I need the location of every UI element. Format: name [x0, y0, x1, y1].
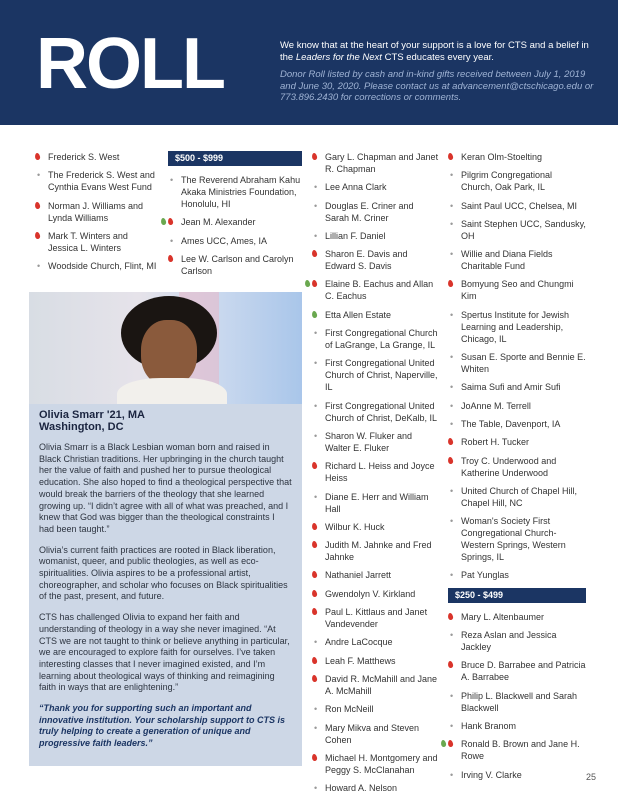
donor-name: Richard L. Heiss and Joyce Heiss: [325, 461, 435, 484]
red-drop-icon: [312, 590, 317, 602]
intro-pre: We know that at the heart of your support is a love for CTS and a belief in the: [280, 40, 589, 63]
donor-name: Gary L. Chapman and Janet R. Chapman: [325, 152, 439, 174]
donor-name: Elaine B. Eachus and Allan C. Eachus: [325, 279, 434, 302]
donor-name: Ames UCC, Ames, IA: [181, 235, 268, 246]
page-number: 25: [586, 772, 597, 782]
bullet-icon: •: [314, 704, 318, 715]
donor-entry: [312, 588, 440, 600]
donor-name: Mary L. Altenbaumer: [461, 611, 545, 622]
bullet-icon: •: [314, 783, 318, 794]
donor-column-3: [312, 151, 440, 800]
red-drop-icon: [312, 541, 317, 553]
donor-list: [448, 611, 586, 781]
gift-level-heading: $250 - $499: [448, 588, 586, 603]
donor-entry: [312, 782, 440, 794]
donor-name: Hank Branom: [461, 720, 517, 731]
donor-entry: [312, 636, 440, 648]
donor-name: The Table, Davenport, IA: [461, 418, 561, 429]
donor-entry: [448, 218, 586, 242]
donor-name: Andre LaCocque: [325, 637, 393, 648]
bullet-icon: •: [450, 352, 454, 363]
donor-name: Reza Aslan and Jessica Jackley: [461, 630, 557, 653]
bullet-icon: •: [314, 637, 318, 648]
donor-entry: [448, 485, 586, 509]
story-paragraph: Olivia’s current faith practices are rooted in Black liberation, womanist, queer, and public theologies, as well as eco-spiritualities. Olivia aspires to be a professional artist, choreographer, and scholar who focuses on Black spiritualities of the past, present, and future.: [39, 544, 288, 602]
header-banner: [0, 0, 618, 125]
donor-name: Ron McNeill: [325, 704, 374, 715]
page-title: ROLL: [36, 24, 224, 104]
donor-name: Sharon W. Fluker and Walter E. Fluker: [325, 430, 413, 453]
donor-list: [448, 151, 586, 581]
donor-entry: [168, 235, 302, 247]
donor-name: Saint Paul UCC, Chelsea, MI: [461, 200, 578, 211]
donor-name: Douglas E. Criner and Sarah M. Criner: [325, 200, 414, 223]
donor-entry: [448, 515, 586, 563]
bullet-icon: •: [450, 418, 454, 429]
donor-entry: [312, 673, 440, 697]
donor-entry: [312, 200, 440, 224]
donor-entry: [448, 659, 586, 683]
red-drop-icon: [312, 675, 317, 687]
intro-emphasis: Leaders for the Next: [295, 51, 382, 63]
donor-name: The Frederick S. West and Cynthia Evans West Fund: [48, 170, 155, 193]
student-name: Olivia Smarr '21, MA: [39, 409, 145, 421]
donor-entry: [312, 309, 440, 321]
donor-name: Woman's Society First Congregational Church-Western Springs, Western Springs, IL: [461, 516, 566, 563]
donor-entry: [448, 151, 586, 163]
donor-name: Saima Sufi and Amir Sufi: [461, 382, 561, 393]
donor-entry: [448, 400, 586, 412]
bullet-icon: •: [314, 358, 318, 369]
student-story-box: [29, 404, 302, 766]
donor-name: Bruce D. Barrabee and Patricia A. Barrabee: [461, 660, 586, 683]
red-drop-icon: [168, 255, 173, 267]
donor-name: Norman J. Williams and Lynda Williams: [48, 200, 144, 223]
donor-entry: [35, 260, 160, 272]
donor-entry: [312, 752, 440, 776]
donor-entry: [448, 455, 586, 479]
bullet-icon: •: [450, 720, 454, 731]
bullet-icon: •: [450, 200, 454, 211]
donor-column-2: [168, 151, 302, 283]
green-red-drop-icon: [441, 740, 453, 752]
donor-entry: [312, 430, 440, 454]
red-drop-icon: [448, 438, 453, 450]
donor-entry: [168, 174, 302, 210]
red-drop-icon: [312, 462, 317, 474]
donor-name: Mary Mikva and Steven Cohen: [325, 722, 420, 745]
donor-entry: [448, 569, 586, 581]
donor-name: Willie and Diana Fields Charitable Fund: [461, 249, 553, 272]
donor-roll-note: Donor Roll listed by cash and in-kind gifts received between July 1, 2019 and June 30, 2020. Please contact us at advancement@ctschicago.edu or 773.896.2430 for corrections or comments.: [280, 69, 594, 103]
red-drop-icon: [35, 153, 40, 165]
donor-name: Sharon E. Davis and Edward S. Davis: [325, 249, 408, 272]
donor-entry: [312, 181, 440, 193]
bullet-icon: •: [450, 570, 454, 581]
bullet-icon: •: [314, 430, 318, 441]
donor-name: David R. McMahill and Jane A. McMahill: [325, 673, 438, 696]
donor-column-1: [35, 151, 160, 278]
donor-entry: [35, 169, 160, 193]
bullet-icon: •: [314, 722, 318, 733]
red-drop-icon: [312, 523, 317, 535]
donor-name: First Congregational Church of LaGrange, La Grange, IL: [325, 328, 438, 351]
donor-name: Robert H. Tucker: [461, 437, 530, 448]
donor-entry: [35, 151, 160, 163]
donor-name: First Congregational United Church of Christ, DeKalb, IL: [325, 400, 438, 423]
donor-name: Troy C. Underwood and Katherine Underwood: [461, 455, 557, 478]
red-drop-icon: [448, 613, 453, 625]
donor-name: Paul L. Kittlaus and Janet Vandevender: [325, 607, 428, 630]
bullet-icon: •: [450, 309, 454, 320]
bullet-icon: •: [314, 182, 318, 193]
donor-entry: [312, 327, 440, 351]
donor-name: Philip L. Blackwell and Sarah Blackwell: [461, 690, 578, 713]
donor-entry: [35, 200, 160, 224]
red-drop-icon: [448, 457, 453, 469]
donor-name: Etta Allen Estate: [325, 309, 392, 320]
donor-name: Nathaniel Jarrett: [325, 570, 392, 581]
donor-entry: [448, 278, 586, 302]
donor-name: Michael H. Montgomery and Peggy S. McClanahan: [325, 752, 438, 775]
donor-entry: [448, 381, 586, 393]
donor-name: Woodside Church, Flint, MI: [48, 261, 157, 272]
donor-entry: [312, 703, 440, 715]
donor-name: Pilgrim Congregational Church, Oak Park, IL: [461, 170, 553, 193]
donor-name: Diane E. Herr and William Hall: [325, 491, 429, 514]
donor-entry: [448, 418, 586, 430]
red-drop-icon: [312, 250, 317, 262]
donor-entry: [448, 200, 586, 212]
donor-name: The Reverend Abraham Kahu Akaka Ministries Foundation, Honolulu, HI: [181, 175, 301, 209]
donor-name: Lillian F. Daniel: [325, 230, 386, 241]
donor-name: Pat Yunglas: [461, 570, 509, 581]
donor-name: Judith M. Jahnke and Fred Jahnke: [325, 540, 432, 563]
donor-entry: [448, 629, 586, 653]
donor-name: Saint Stephen UCC, Sandusky, OH: [461, 218, 586, 241]
donor-entry: [448, 611, 586, 623]
donor-entry: [448, 169, 586, 193]
donor-name: Lee Anna Clark: [325, 182, 387, 193]
donor-entry: [312, 539, 440, 563]
intro-post: CTS educates every year.: [381, 51, 494, 63]
red-drop-icon: [448, 153, 453, 165]
donor-entry: [312, 357, 440, 393]
story-paragraph: Olivia Smarr is a Black Lesbian woman born and raised in Black Christian traditions. Her upbringing in the church taught her the value of faith and pushed her to pursue theological education. She also hoped to find a theological perspective that would break the barriers of the theology that she learned growing up. “I didn’t agree with all of what was preached, and I knew that God was bigger than the theological constraints I had been taught.”: [39, 442, 292, 534]
green-drop-icon: [312, 311, 317, 323]
green-red-drop-icon: [305, 280, 317, 292]
donor-name: Jean M. Alexander: [181, 217, 256, 228]
bullet-icon: •: [450, 516, 454, 527]
donor-entry: [448, 769, 586, 781]
student-photo: [29, 292, 302, 404]
donor-entry: [312, 230, 440, 242]
donor-column-4: [448, 151, 586, 787]
donor-name: Irving V. Clarke: [461, 769, 522, 780]
donor-name: Gwendolyn V. Kirkland: [325, 588, 416, 599]
donor-entry: [312, 248, 440, 272]
red-drop-icon: [312, 657, 317, 669]
donor-name: Howard A. Nelson: [325, 783, 398, 794]
bullet-icon: •: [314, 200, 318, 211]
bullet-icon: •: [450, 630, 454, 641]
donor-entry: [448, 690, 586, 714]
donor-entry: [448, 738, 586, 762]
intro-text: [280, 40, 600, 63]
bullet-icon: •: [450, 170, 454, 181]
donor-entry: [312, 722, 440, 746]
donor-entry: [35, 230, 160, 254]
donor-name: Frederick S. West: [48, 152, 120, 162]
donor-name: United Church of Chapel Hill, Chapel Hill, NC: [461, 485, 578, 508]
student-location: Washington, DC: [39, 421, 124, 433]
donor-entry: [168, 253, 302, 277]
bullet-icon: •: [450, 382, 454, 393]
bullet-icon: •: [170, 175, 174, 185]
donor-name: Susan E. Sporte and Bennie E. Whiten: [461, 352, 586, 375]
donor-entry: [312, 400, 440, 424]
red-drop-icon: [448, 661, 453, 673]
bullet-icon: •: [314, 400, 318, 411]
donor-entry: [448, 720, 586, 732]
bullet-icon: •: [37, 170, 41, 181]
donor-entry: [448, 309, 586, 345]
bullet-icon: •: [450, 485, 454, 496]
bullet-icon: •: [450, 769, 454, 780]
bullet-icon: •: [314, 230, 318, 241]
donor-entry: [312, 491, 440, 515]
bullet-icon: •: [450, 690, 454, 701]
donor-entry: [448, 351, 586, 375]
red-drop-icon: [312, 608, 317, 620]
donor-name: JoAnne M. Terrell: [461, 400, 531, 411]
red-drop-icon: [312, 571, 317, 583]
donor-list: [168, 174, 302, 277]
story-paragraph: CTS has challenged Olivia to expand her faith and understanding of theology in a way she never imagined. “At CTS we are not taught to think or believe anything in particular, we are encouraged to explore faith for ourselves. I’ve taken interesting classes that I never imagined existed, and I’m learning about theological ways of thinking and reimagining faith in ways that are enlightening.”: [39, 612, 290, 693]
donor-name: Spertus Institute for Jewish Learning and Leadership, Chicago, IL: [461, 309, 570, 344]
donor-name: Bomyung Seo and Chungmi Kim: [461, 279, 574, 302]
donor-name: Leah F. Matthews: [325, 655, 396, 666]
donor-entry: [168, 216, 302, 228]
bullet-icon: •: [314, 328, 318, 339]
bullet-icon: •: [170, 235, 174, 246]
red-drop-icon: [312, 754, 317, 766]
donor-entry: [312, 606, 440, 630]
donor-entry: [312, 278, 440, 302]
story-quote: “Thank you for supporting such an important and innovative institution. Your scholarship support to CTS is truly helping to create a generation of unique and progressive faith leaders.”: [39, 703, 286, 749]
donor-name: Lee W. Carlson and Carolyn Carlson: [181, 253, 294, 276]
red-drop-icon: [312, 153, 317, 165]
bullet-icon: •: [450, 249, 454, 260]
bullet-icon: •: [450, 218, 454, 229]
donor-entry: [448, 436, 586, 448]
green-red-drop-icon: [161, 218, 173, 230]
red-drop-icon: [35, 202, 40, 214]
gift-level-heading: $500 - $999: [168, 151, 302, 166]
donor-name: Ronald B. Brown and Jane H. Rowe: [461, 739, 580, 762]
donor-entry: [312, 151, 440, 175]
bullet-icon: •: [450, 400, 454, 411]
donor-name: First Congregational United Church of Christ, Naperville, IL: [325, 358, 438, 393]
donor-name: Keran Olm-Stoelting: [461, 152, 543, 162]
red-drop-icon: [448, 280, 453, 292]
donor-name: Wilbur K. Huck: [325, 521, 385, 532]
donor-entry: [448, 248, 586, 272]
red-drop-icon: [35, 232, 40, 244]
donor-entry: [312, 569, 440, 581]
donor-entry: [312, 521, 440, 533]
bullet-icon: •: [314, 491, 318, 502]
donor-name: Mark T. Winters and Jessica L. Winters: [48, 230, 128, 253]
donor-entry: [312, 460, 440, 484]
bullet-icon: •: [37, 261, 41, 272]
donor-entry: [312, 655, 440, 667]
